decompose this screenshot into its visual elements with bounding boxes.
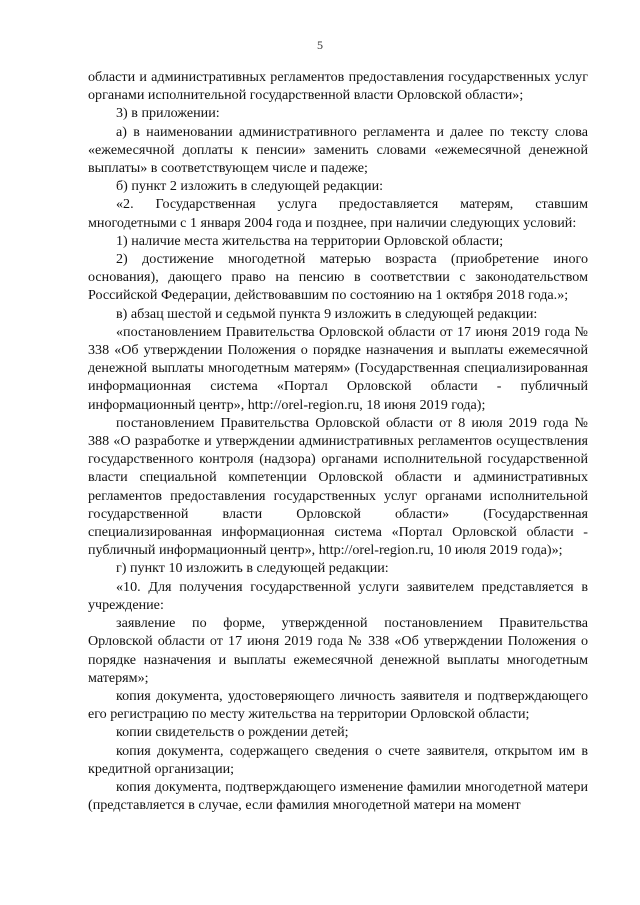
page-number: 5 <box>317 38 323 52</box>
paragraph: 2) достижение многодетной матерью возраста (приобретение иного основания), дающего право на пенсию в соответствии с законодательством Российской Федерации, действовавшим по состоянию на 1 октября 2018 года.»; <box>88 251 588 304</box>
paragraph: 3) в приложении: <box>116 105 220 122</box>
paragraph: копия документа, содержащего сведения о счете заявителя, открытом им в кредитной организации; <box>88 742 588 777</box>
paragraph: «постановлением Правительства Орловской области от 17 июня 2019 года № 338 «Об утверждении Положения о порядке назначения и выплаты ежемесячной денежной выплаты многодетным матерям» (Государственная специализированная информационная система «Портал Орловской области - публичный информационный центр», http://orel-region.ru, 18 июня 2019 года); <box>88 323 588 413</box>
paragraph: копия документа, удостоверяющего личность заявителя и подтверждающего его регистрацию по месту жительства на территории Орловской области; <box>88 687 588 723</box>
document-body <box>88 68 588 814</box>
paragraph: «10. Для получения государственной услуги заявителем представляется в учреждение: <box>88 578 588 613</box>
paragraph: г) пункт 10 изложить в следующей редакции: <box>116 560 389 577</box>
paragraph: области и административных регламентов предоставления государственных услуг органами исполнительной государственной власти Орловской области»; <box>88 69 588 104</box>
paragraph: б) пункт 2 изложить в следующей редакции: <box>116 178 384 195</box>
paragraph: в) абзац шестой и седьмой пункта 9 изложить в следующей редакции: <box>116 305 538 322</box>
paragraph: копии свидетельств о рождении детей; <box>116 724 349 741</box>
paragraph: а) в наименовании административного регламента и далее по тексту слова «ежемесячной доплаты к пенсии» заменить словами «ежемесячной денежной выплаты» в соответствующем числе и падеже; <box>88 123 588 177</box>
paragraph: заявление по форме, утвержденной постановлением Правительства Орловской области от 17 июня 2019 года № 338 «Об утверждении Положения о порядке назначения и выплаты ежемесячной денежной выплаты многодетным матерям»; <box>88 615 588 686</box>
paragraph: копия документа, подтверждающего изменение фамилии многодетной матери (представляется в случае, если фамилия многодетной матери на момент <box>88 778 588 814</box>
paragraph: 1) наличие места жительства на территории Орловской области; <box>116 232 504 249</box>
paragraph: «2. Государственная услуга предоставляется матерям, ставшим многодетными с 1 января 2004 года и позднее, при наличии следующих условий: <box>88 196 588 231</box>
paragraph: постановлением Правительства Орловской области от 8 июля 2019 года № 388 «О разработке и утверждении административных регламентов осуществления государственного контроля (надзора) органами исполнительной государственной власти специальной компетенции Орловской области и административных регламентов предоставления государственных услуг органами исполнительной государственной власти Орловской области» (Государственная специализированная информационная система «Портал Орловской области - публичный информационный центр», http://orel-region.ru, 10 июля 2019 года)»; <box>88 414 588 559</box>
